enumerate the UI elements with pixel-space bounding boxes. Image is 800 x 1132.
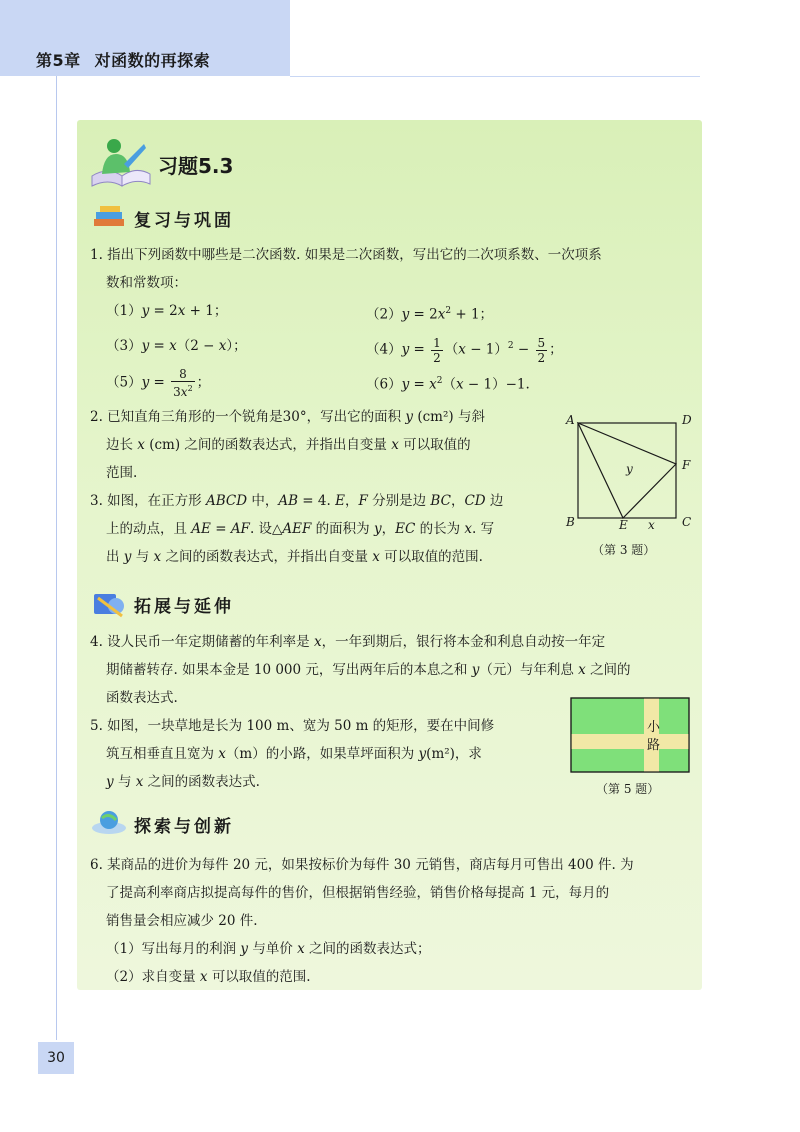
q1-line2: 数和常数项： — [106, 275, 187, 291]
q5-figure — [570, 697, 690, 773]
section-review-heading: 复习与巩固 — [134, 211, 234, 231]
fig5-road-text-2: 路 — [647, 738, 661, 753]
chapter-title — [36, 48, 210, 71]
q2-line1: 2. 已知直角三角形的一个锐角是30°，写出它的面积 y (cm²) 与斜 — [90, 409, 485, 425]
fig3-label-e: E — [619, 518, 628, 532]
fig3-label-y: y — [626, 462, 633, 476]
margin-rule — [56, 76, 57, 1040]
q1-line1: 1. 指出下列函数中哪些是二次函数. 如果是二次函数，写出它的二次项系数、一次项系 — [90, 247, 602, 263]
q6-line2: 了提高利率商店拟提高每件的售价，但根据销售经验，销售价格每提高 1 元，每月的 — [106, 885, 610, 901]
fig3-label-b: B — [566, 515, 575, 529]
q6-sub1: （1）写出每月的利润 y 与单价 x 之间的函数表达式； — [106, 941, 431, 957]
q1-item-1: （1）y = 2x + 1； — [106, 303, 228, 319]
globe-tools-icon — [92, 590, 128, 618]
q4-line1: 4. 设人民币一年定期储蓄的年利率是 x，一年到期后，银行将本金和利息自动按一年定 — [90, 634, 606, 650]
fig3-label-x: x — [648, 518, 655, 532]
q1-item-5: （5）y = $\frac{8}{3x^2}$ ； — [106, 367, 211, 399]
q5-line1: 5. 如图，一块草地是长为 100 m、宽为 50 m 的矩形，要在中间修 — [90, 718, 495, 734]
q1-item-4: （4）y = $\frac{1}{2}$ $(x - 1)^2$ − $\frac{5}{2}$ ； — [366, 335, 563, 365]
fig3-label-c: C — [682, 515, 692, 529]
q6-sub2: （2）求自变量 x 可以取值的范围. — [106, 969, 311, 985]
q1-item-6: $(6)y = x^2(x - 1)-1$. — [366, 376, 530, 393]
header-rule — [290, 76, 700, 77]
q1-item-3: （3）y = x（2 − x）； — [106, 338, 247, 354]
q3-line3: 出 y 与 x 之间的函数表达式，并指出自变量 x 可以取值的范围. — [106, 549, 483, 565]
explore-globe-icon — [90, 808, 128, 836]
fig5-caption: （第 5 题） — [596, 782, 660, 796]
q5-line2: 筑互相垂直且宽为 x（m）的小路，如果草坪面积为 y(m²)，求 — [106, 746, 482, 762]
q5-line3: y 与 x 之间的函数表达式. — [106, 774, 260, 790]
fig3-caption: （第 3 题） — [592, 543, 656, 557]
book-person-icon — [88, 136, 152, 192]
q1-item-2: $(2)y = 2x^2 + 1$； — [366, 306, 494, 323]
books-icon — [92, 205, 128, 229]
section-explore-heading: 探索与创新 — [134, 817, 234, 837]
chapter-number: 第5章 — [36, 51, 81, 70]
section-extend-heading: 拓展与延伸 — [134, 597, 234, 617]
exercise-title: 习题5.3 — [158, 154, 234, 178]
q4-line3: 函数表达式. — [106, 690, 178, 706]
road-horizontal — [571, 734, 689, 749]
fig3-label-a: A — [566, 413, 575, 427]
chapter-name: 对函数的再探索 — [94, 51, 211, 70]
fig3-label-d: D — [682, 413, 692, 427]
q6-line1: 6. 某商品的进价为每件 20 元，如果按标价为每件 30 元销售，商店每月可售出 400 件. 为 — [90, 857, 634, 873]
q6-line3: 销售量会相应减少 20 件. — [106, 913, 258, 929]
fig5-road-text-1: 小 — [647, 720, 661, 735]
q2-line3: 范围. — [106, 465, 138, 481]
q3-line2: 上的动点，且 AE = AF. 设△AEF 的面积为 y，EC 的长为 x. 写 — [106, 521, 495, 537]
page-number: 30 — [38, 1042, 74, 1074]
q2-line2: 边长 x (cm) 之间的函数表达式，并指出自变量 x 可以取值的 — [106, 437, 471, 453]
q3-line1: 3. 如图，在正方形 ABCD 中，AB = 4. E，F 分别是边 BC，CD 边 — [90, 493, 504, 509]
fig3-label-f: F — [682, 458, 691, 472]
q4-line2: 期储蓄转存. 如果本金是 10 000 元，写出两年后的本息之和 y（元）与年利息 x 之间的 — [106, 662, 631, 678]
